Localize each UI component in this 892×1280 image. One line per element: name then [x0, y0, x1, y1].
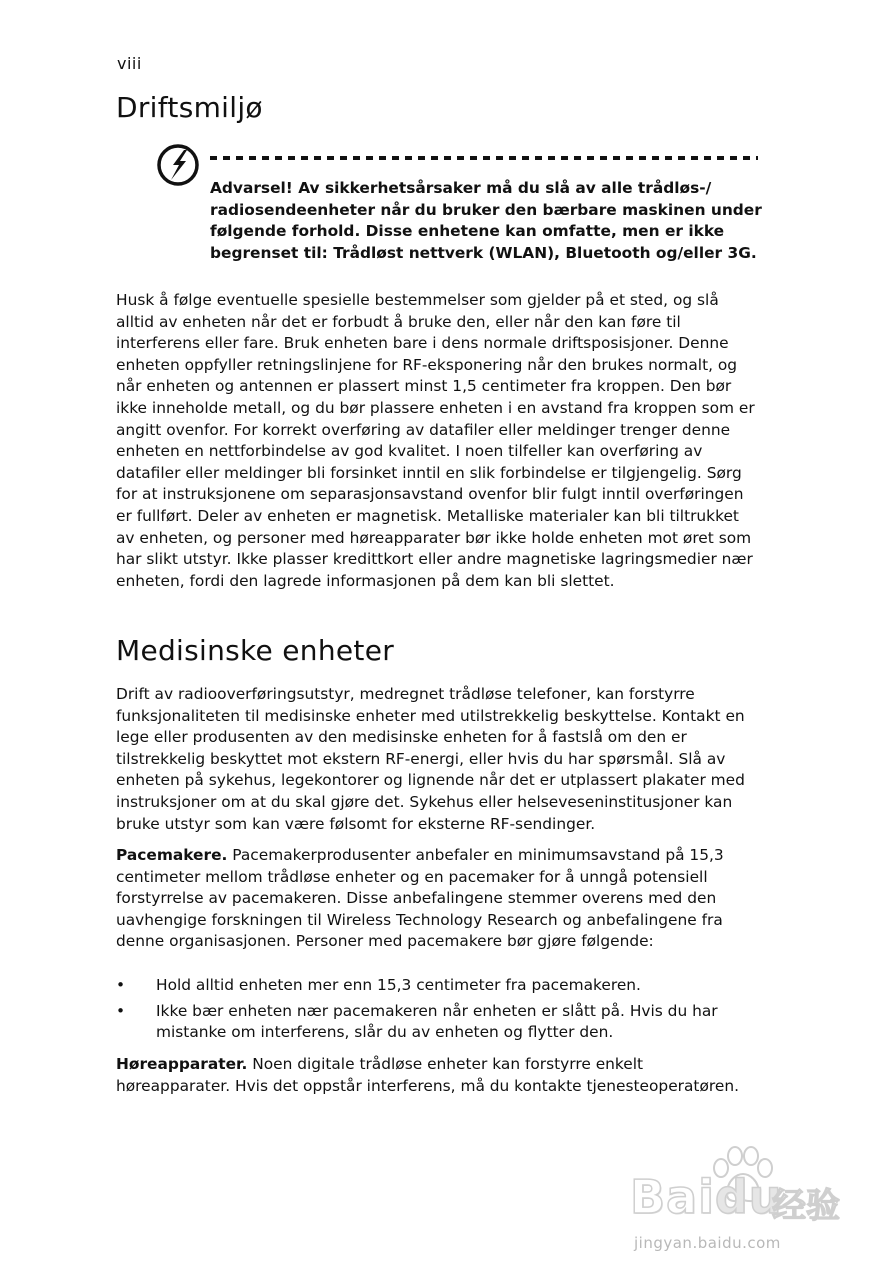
- pacemaker-advice-list: [116, 975, 756, 1048]
- section-title-medical-devices: Medisinske enheter: [116, 634, 395, 667]
- watermark-brand-a: Bai: [630, 1170, 715, 1224]
- paragraph-medical-intro: Drift av radiooverføringsutstyr, medregnet trådløse telefoner, kan forstyrre funksjonaliteten til medisinske enheter med utilstrekkelig beskyttelse. Kontakt en lege eller produsenten av den medisinske enheten for å fastslå om den er tilstrekkelig beskyttet mot ekstern RF-energi, eller hvis du har spørsmål. Slå av enheten på sykehus, legekontorer og lignende når det er utplassert plakater med instruksjoner om at du skal gjøre det. Sykehus eller helseveseninstitusjoner kan bruke utstyr som kan være følsomt for eksterne RF-sendinger.: [116, 685, 745, 833]
- pacemakers-lead: Pacemakere.: [116, 846, 228, 864]
- paragraph-operating-environment: Husk å følge eventuelle spesielle bestemmelser som gjelder på et sted, og slå alltid av enheten når det er forbudt å bruke den, eller når den kan føre til interferens eller fare. Bruk enheten bare i dens normale driftsposisjoner. Denne enheten oppfyller retningslinjene for RF-eksponering når den brukes normalt, og når enheten og antennen er plassert minst 1,5 centimeter fra kroppen. Den bør ikke inneholde metall, og du bør plassere enheten i en avstand fra kroppen som er angitt ovenfor. For korrekt overføring av datafiler eller meldinger trenger denne enheten en nettforbindelse av god kvalitet. I noen tilfeller kan overføring av datafiler eller meldinger bli forsinket inntil en slik forbindelse er tilgjengelig. Sørg for at instruksjonene om separasjonsavstand ovenfor blir fulgt inntil overføringen er fullført. Deler av enheten er magnetisk. Metalliske materialer kan bli tiltrukket av enheten, og personer med høreapparater bør ikke holde enheten mot øret som har slikt utstyr. Ikke plasser kredittkort eller andre magnetiske lagringsmedier nær enheten, fordi den lagrede informasjonen på dem kan bli slettet.: [116, 291, 755, 590]
- paragraph-pacemakers: [116, 845, 756, 953]
- paragraph-hearing-aids: [116, 1054, 756, 1097]
- list-item-text: Ikke bær enheten nær pacemakeren når enheten er slått på. Hvis du har mistanke om interferens, slår du av enheten og flytter den.: [156, 1001, 718, 1042]
- bullet-dot: •: [116, 976, 126, 994]
- watermark-brand-cn: 经验: [772, 1186, 840, 1226]
- list-item: [116, 975, 756, 997]
- page-number: viii: [117, 54, 142, 73]
- baidu-watermark: [612, 1140, 862, 1270]
- list-item: [116, 1001, 756, 1044]
- list-item-text: Hold alltid enheten mer enn 15,3 centimeter fra pacemakeren.: [156, 976, 641, 994]
- watermark-url: jingyan.baidu.com: [634, 1234, 781, 1252]
- watermark-brand-b: du: [714, 1170, 783, 1224]
- warning-text: Advarsel! Av sikkerhetsårsaker må du slå av alle trådløs-/ radiosendeenheter når du bruker den bærbare maskinen under følgende forhold. Disse enhetene kan omfatte, men er ikke begrenset til: Trådløst nettverk (WLAN), Bluetooth og/eller 3G.: [210, 179, 762, 263]
- lightning-warning-icon: [156, 143, 200, 187]
- section-title-driftsmiljo: Driftsmiljø: [116, 91, 263, 124]
- warning-divider: [210, 155, 758, 161]
- bullet-dot: •: [116, 1001, 126, 1020]
- hearing-aids-text: Noen digitale trådløse enheter kan forstyrre enkelt høreapparater. Hvis det oppstår interferens, må du kontakte tjenesteoperatøren.: [116, 1055, 739, 1095]
- pacemakers-text: Pacemakerprodusenter anbefaler en minimumsavstand på 15,3 centimeter mellom trådløse enheter og en pacemaker for å unngå potensiell forstyrrelse av pacemakeren. Disse anbefalingene stemmer overens med den uavhengige forskningen til Wireless Technology Research og anbefalingene fra denne organisasjonen. Personer med pacemakere bør gjøre følgende:: [116, 846, 724, 951]
- watermark-brand: [630, 1170, 783, 1224]
- hearing-aids-lead: Høreapparater.: [116, 1055, 248, 1073]
